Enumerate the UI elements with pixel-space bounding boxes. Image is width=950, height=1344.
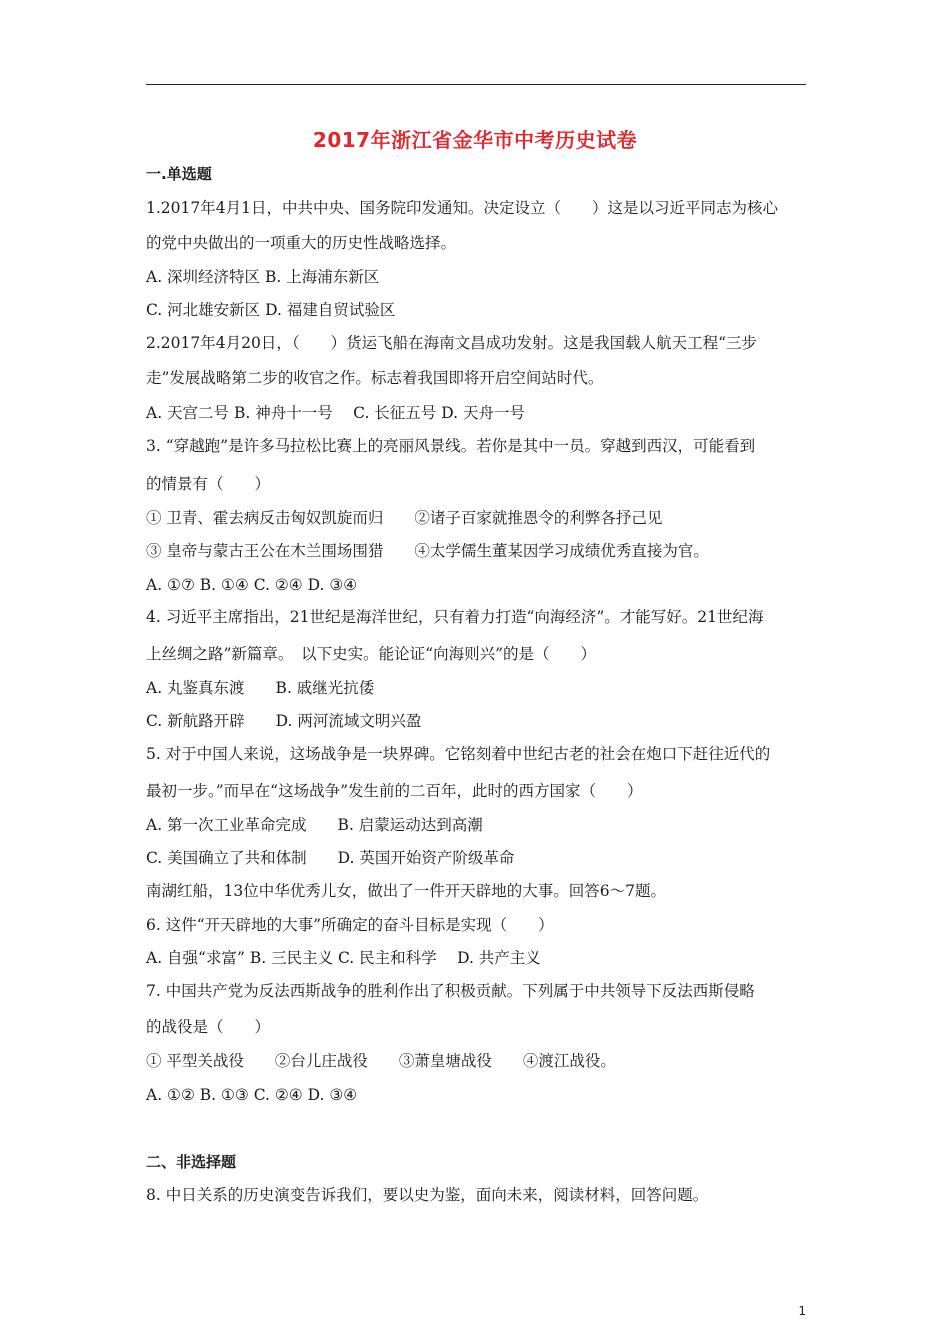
option-line: C. 美国确立了共和体制 D. 英国开始资产阶级革命 xyxy=(146,849,515,867)
option-line: A. ①⑦ B. ①④ C. ②④ D. ③④ xyxy=(146,576,358,594)
text-line: 2.2017年4月20日，（ ）货运飞船在海南文昌成功发射。这是我国载人航天工程“三步 xyxy=(146,334,757,352)
document-title: 2017年浙江省金华市中考历史试卷 xyxy=(312,128,638,152)
text-line: 7. 中国共产党为反法西斯战争的胜利作出了积极贡献。下列属于中共领导下反法西斯侵略 xyxy=(146,982,755,1000)
text-line: 最初一步。”而早在“这场战争”发生前的二百年，此时的西方国家（ ） xyxy=(146,782,643,800)
text-line: ① 平型关战役 ②台儿庄战役 ③萧皇塘战役 ④渡江战役。 xyxy=(146,1052,616,1070)
option-line: A. 第一次工业革命完成 B. 启蒙运动达到高潮 xyxy=(146,816,483,834)
option-line: C. 河北雄安新区 D. 福建自贸试验区 xyxy=(146,301,396,319)
section-heading-non-choice: 二、非选择题 xyxy=(146,1153,237,1171)
option-line: A. 天宫二号 B. 神舟十一号 C. 长征五号 D. 天舟一号 xyxy=(146,404,525,422)
text-line: 6. 这件“开天辟地的大事”所确定的奋斗目标是实现（ ） xyxy=(146,916,554,934)
option-line: A. ①② B. ①③ C. ②④ D. ③④ xyxy=(146,1086,358,1104)
text-line: 5. 对于中国人来说，这场战争是一块界碑。它铭刻着中世纪古老的社会在炮口下赶往近代的 xyxy=(146,745,771,763)
text-line: 4. 习近平主席指出，21世纪是海洋世纪，只有着力打造“向海经济”。才能写好。21世纪海 xyxy=(146,608,764,626)
header-rule xyxy=(146,84,806,85)
option-line: C. 新航路开辟 D. 两河流域文明兴盈 xyxy=(146,712,422,730)
section-heading-single-choice: 一.单选题 xyxy=(146,165,212,183)
option-line: A. 深圳经济特区 B. 上海浦东新区 xyxy=(146,268,380,286)
text-line: 南湖红船，13位中华优秀儿女，做出了一件开天辟地的大事。回答6～7题。 xyxy=(146,882,666,900)
text-line: 的情景有（ ） xyxy=(146,475,271,493)
text-line: 1.2017年4月1日，中共中央、国务院印发通知。决定设立（ ）这是以习近平同志为核心 xyxy=(146,199,778,217)
text-line: 3. “穿越跑”是许多马拉松比赛上的亮丽风景线。若你是其中一员。穿越到西汉，可能看到 xyxy=(146,437,756,455)
text-line: 走”发展战略第二步的收官之作。标志着我国即将开启空间站时代。 xyxy=(146,369,604,387)
text-line: 上丝绸之路”新篇章。 以下史实。能论证“向海则兴”的是（ ） xyxy=(146,645,597,663)
text-line: ③ 皇帝与蒙古王公在木兰围场围猎 ④太学儒生董某因学习成绩优秀直接为官。 xyxy=(146,542,709,560)
option-line: A. 丸鉴真东渡 B. 戚继光抗倭 xyxy=(146,679,375,697)
text-line: 的党中央做出的一项重大的历史性战略选择。 xyxy=(146,234,457,252)
option-line: A. 自强“求富” B. 三民主义 C. 民主和科学 D. 共产主义 xyxy=(146,949,541,967)
text-line: 的战役是（ ） xyxy=(146,1018,271,1036)
text-line: ① 卫青、霍去病反击匈奴凯旋而归 ②诸子百家就推恩令的利弊各抒己见 xyxy=(146,509,663,527)
text-line: 8. 中日关系的历史演变告诉我们，要以史为鉴，面向未来，阅读材料，回答问题。 xyxy=(146,1186,709,1204)
page-number: 1 xyxy=(798,1304,806,1318)
